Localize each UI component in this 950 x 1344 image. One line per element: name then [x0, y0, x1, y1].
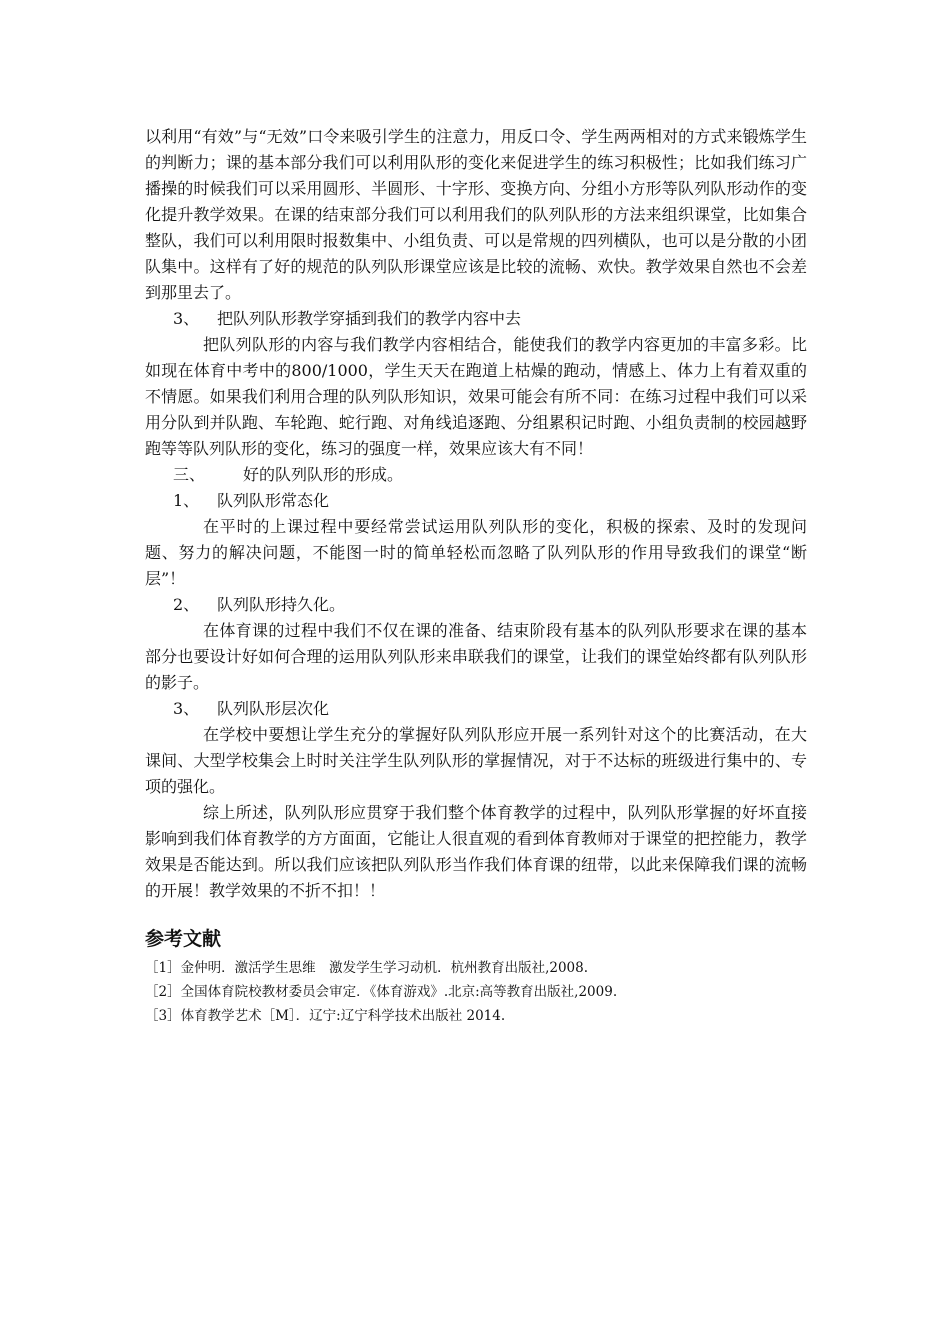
- paragraph-teaching-content: 把队列队形的内容与我们教学内容相结合，能使我们的教学内容更加的丰富多彩。比如现在体育中考中的800/1000，学生天天在跑道上枯燥的跑动，情感上、体力上有着双重的不情愿。如果我们利用合理的队列队形知识，效果可能会有所不同：在练习过程中我们可以采用分队到并队跑、车轮跑、蛇行跑、对角线追逐跑、分组累积记时跑、小组负责制的校园越野跑等等队列队形的变化，练习的强度一样，效果应该大有不同！: [145, 335, 807, 458]
- section-heading-3-number: 三、: [173, 465, 206, 484]
- item-heading-1-text: 队列队形常态化: [217, 491, 330, 510]
- subheading-3: [145, 306, 807, 332]
- item-heading-3-text: 队列队形层次化: [217, 699, 330, 718]
- document-page: [145, 124, 807, 1028]
- paragraph-conclusion: 综上所述，队列队形应贯穿于我们整个体育教学的过程中，队列队形掌握的好坏直接影响到我们体育教学的方方面面，它能让人很直观的看到体育教师对于课堂的把控能力，教学效果是否能达到。所以我们应该把队列队形当作我们体育课的纽带，以此来保障我们课的流畅的开展！教学效果的不折不扣！！: [145, 803, 807, 900]
- item-heading-3: [145, 696, 807, 722]
- paragraph-persistence: 在体育课的过程中我们不仅在课的准备、结束阶段有基本的队列队形要求在课的基本部分也要设计好如何合理的运用队列队形来串联我们的课堂，让我们的课堂始终都有队列队形的影子。: [145, 621, 807, 692]
- section-heading-3: [145, 462, 807, 488]
- paragraph-commands: 以利用“有效”与“无效”口令来吸引学生的注意力，用反口令、学生两两相对的方式来锻炼学生的判断力；课的基本部分我们可以利用队形的变化来促进学生的练习积极性；比如我们练习广播操的时候我们可以采用圆形、半圆形、十字形、变换方向、分组小方形等队列队形动作的变化提升教学效果。在课的结束部分我们可以利用我们的队列队形的方法来组织课堂，比如集合整队，我们可以利用限时报数集中、小组负责、可以是常规的四列横队，也可以是分散的小团队集中。这样有了好的规范的队列队形课堂应该是比较的流畅、欢快。教学效果自然也不会差到那里去了。: [145, 127, 807, 302]
- item-heading-2: [145, 592, 807, 618]
- subheading-3-text: 把队列队形教学穿插到我们的教学内容中去: [217, 309, 522, 328]
- section-heading-3-text: 好的队列队形的形成。: [243, 465, 404, 484]
- reference-item-1: ［1］金仲明．激活学生思维 激发学生学习动机．杭州教育出版社,2008.: [145, 960, 589, 976]
- paragraph-normalization: 在平时的上课过程中要经常尝试运用队列队形的变化，积极的探索、及时的发现问题、努力的解决问题，不能图一时的简单轻松而忽略了队列队形的作用导致我们的课堂“断层”！: [145, 517, 807, 588]
- item-heading-2-text: 队列队形持久化。: [217, 595, 346, 614]
- item-heading-3-number: 3、: [173, 699, 200, 718]
- item-heading-1: [145, 488, 807, 514]
- reference-item-3: ［3］体育教学艺术［M］．辽宁:辽宁科学技术出版社 2014.: [145, 1008, 506, 1024]
- item-heading-1-number: 1、: [173, 491, 200, 510]
- references-title: 参考文献: [145, 928, 222, 950]
- paragraph-hierarchy: 在学校中要想让学生充分的掌握好队列队形应开展一系列针对这个的比赛活动，在大课间、大型学校集会上时时关注学生队列队形的掌握情况，对于不达标的班级进行集中的、专项的强化。: [145, 725, 807, 796]
- reference-item-2: ［2］全国体育院校教材委员会审定．《体育游戏》.北京:高等教育出版社,2009.: [145, 984, 618, 1000]
- subheading-3-number: 3、: [173, 309, 200, 328]
- item-heading-2-number: 2、: [173, 595, 200, 614]
